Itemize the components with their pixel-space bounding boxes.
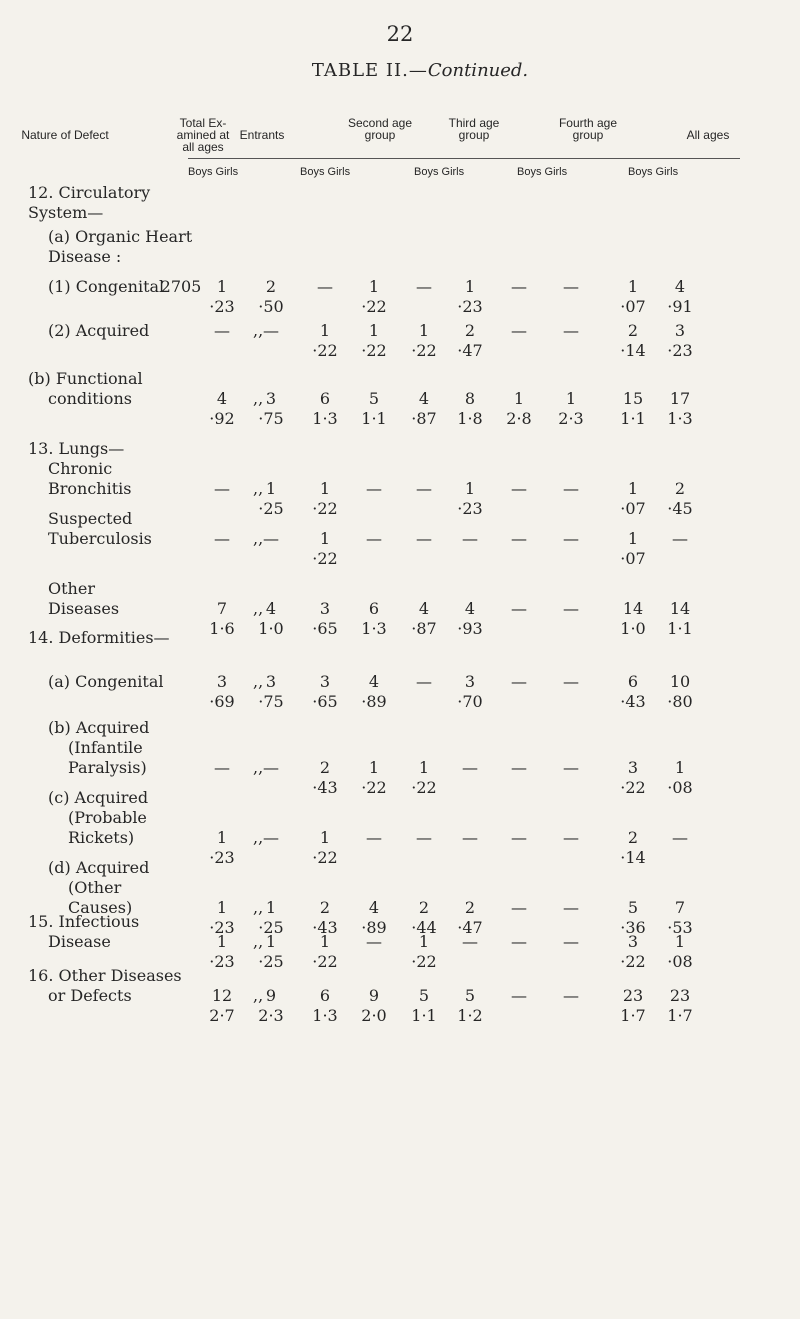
column-header-line: all ages [182, 140, 224, 154]
count-cell: 1 [265, 479, 277, 498]
count-cell: 1 [368, 321, 380, 340]
count-cell: 17 [669, 389, 691, 408]
row-label: (d) Acquired [48, 858, 150, 877]
count-cell: 3 [265, 389, 277, 408]
row-label: (Infantile [68, 738, 143, 757]
percent-cell: ·14 [620, 848, 646, 867]
percent-cell: ·07 [620, 297, 646, 316]
column-header-line: group [458, 128, 490, 142]
count-cell: 1 [464, 277, 476, 296]
count-cell: 1 [319, 529, 331, 548]
count-cell: 4 [464, 599, 476, 618]
percent-cell: ·25 [258, 918, 284, 937]
percent-cell: ·87 [411, 409, 437, 428]
count-cell: 2 [627, 828, 639, 847]
row-label: 16. Other Diseases [28, 966, 182, 985]
count-cell: 5 [464, 986, 476, 1005]
count-cell: — [672, 828, 688, 847]
percent-cell: 1·6 [209, 619, 235, 638]
percent-cell: 1·2 [457, 1006, 483, 1025]
count-cell: — [511, 672, 527, 691]
percent-cell: 2·7 [209, 1006, 235, 1025]
percent-cell: ·75 [258, 409, 284, 428]
count-cell: — [366, 828, 382, 847]
count-cell: 1 [565, 389, 577, 408]
percent-cell: ·07 [620, 499, 646, 518]
count-cell: — [462, 529, 478, 548]
count-cell: — [366, 479, 382, 498]
row-label: Rickets) [68, 828, 135, 847]
percent-cell: ·22 [312, 499, 338, 518]
count-cell: 1 [464, 479, 476, 498]
percent-cell: ·47 [457, 918, 483, 937]
count-cell: 1 [513, 389, 525, 408]
row-label: 12. Circulatory [28, 183, 151, 202]
percent-cell: 2·3 [558, 409, 584, 428]
percent-cell: ·23 [457, 297, 483, 316]
percent-cell: ·22 [411, 778, 437, 797]
column-header-nature [0, 129, 130, 141]
row-label: Suspected [48, 509, 133, 528]
count-cell: 2 [418, 898, 430, 917]
row-label: Chronic [48, 459, 113, 478]
column-header-line: amined at [176, 128, 230, 142]
ditto-mark: ,, [253, 479, 264, 498]
percent-cell: ·22 [620, 952, 646, 971]
subheader-boys-girls: Boys Girls [300, 166, 351, 178]
count-cell: 1 [418, 321, 430, 340]
count-cell: 4 [368, 898, 380, 917]
header-rule [188, 158, 740, 159]
percent-cell: 1·3 [361, 619, 387, 638]
ditto-mark: ,, [253, 932, 264, 951]
percent-cell: 1·1 [620, 409, 646, 428]
row-label: Diseases [48, 599, 120, 618]
percent-cell: ·25 [258, 499, 284, 518]
count-cell: 1 [319, 321, 331, 340]
percent-cell: 2·3 [258, 1006, 284, 1025]
percent-cell: ·22 [411, 952, 437, 971]
count-cell: 2 [674, 479, 686, 498]
count-cell: 4 [368, 672, 380, 691]
count-cell: 15 [622, 389, 644, 408]
percent-cell: ·70 [457, 692, 483, 711]
count-cell: — [511, 828, 527, 847]
count-cell: — [511, 599, 527, 618]
total-examined-value: 2705 [160, 277, 202, 296]
count-cell: 4 [418, 599, 430, 618]
column-header-third [424, 117, 524, 141]
count-cell: — [511, 898, 527, 917]
count-cell: 3 [464, 672, 476, 691]
count-cell: — [672, 529, 688, 548]
percent-cell: ·44 [411, 918, 437, 937]
count-cell: 1 [368, 758, 380, 777]
percent-cell: ·23 [457, 499, 483, 518]
row-label: (a) Organic Heart [48, 227, 193, 246]
ditto-mark: ,, [253, 986, 264, 1005]
percent-cell: ·89 [361, 692, 387, 711]
percent-cell: 1·0 [620, 619, 646, 638]
count-cell: 3 [627, 932, 639, 951]
table-title-continued: Continued. [427, 60, 529, 81]
percent-cell: ·22 [361, 341, 387, 360]
row-label: Tuberculosis [48, 529, 152, 548]
percent-cell: 2·0 [361, 1006, 387, 1025]
count-cell: 1 [368, 277, 380, 296]
column-header-line: Second age [347, 116, 413, 130]
count-cell: 1 [216, 277, 228, 296]
percent-cell: ·69 [209, 692, 235, 711]
column-header-line: group [364, 128, 396, 142]
count-cell: — [563, 986, 579, 1005]
count-cell: — [214, 479, 230, 498]
column-header-all [648, 129, 768, 141]
percent-cell: ·22 [312, 952, 338, 971]
row-label: Disease : [48, 247, 122, 266]
column-header-line: Nature of Defect [21, 128, 109, 142]
count-cell: — [511, 986, 527, 1005]
count-cell: 6 [319, 389, 331, 408]
percent-cell: ·47 [457, 341, 483, 360]
percent-cell: ·22 [361, 778, 387, 797]
percent-cell: ·36 [620, 918, 646, 937]
table-title [0, 60, 800, 81]
row-label: 14. Deformities— [28, 628, 170, 647]
percent-cell: ·80 [667, 692, 693, 711]
percent-cell: ·93 [457, 619, 483, 638]
subheader-boys-girls: Boys Girls [517, 166, 568, 178]
count-cell: 2 [319, 898, 331, 917]
count-cell: 1 [627, 529, 639, 548]
percent-cell: 1·1 [411, 1006, 437, 1025]
count-cell: 23 [622, 986, 644, 1005]
count-cell: 3 [674, 321, 686, 340]
count-cell: 1 [216, 898, 228, 917]
row-label: Bronchitis [48, 479, 132, 498]
count-cell: 1 [319, 828, 331, 847]
count-cell: — [563, 599, 579, 618]
count-cell: 3 [216, 672, 228, 691]
count-cell: — [563, 479, 579, 498]
page-number: 22 [386, 22, 414, 46]
count-cell: 6 [627, 672, 639, 691]
column-header-line: All ages [686, 128, 730, 142]
row-label: (b) Acquired [48, 718, 150, 737]
row-label: (b) Functional [28, 369, 143, 388]
ditto-mark: ,, [253, 758, 264, 777]
percent-cell: ·22 [361, 297, 387, 316]
count-cell: — [366, 932, 382, 951]
count-cell: 1 [674, 758, 686, 777]
ditto-mark: ,, [253, 828, 264, 847]
count-cell: 1 [216, 828, 228, 847]
count-cell: 14 [669, 599, 691, 618]
percent-cell: ·50 [258, 297, 284, 316]
count-cell: 1 [265, 932, 277, 951]
count-cell: — [214, 529, 230, 548]
count-cell: — [563, 277, 579, 296]
percent-cell: ·75 [258, 692, 284, 711]
row-label: (1) Congenital [48, 277, 165, 296]
count-cell: 1 [418, 758, 430, 777]
table-title-main: TABLE [311, 60, 380, 81]
table-title-roman: II.— [385, 60, 428, 81]
percent-cell: ·43 [620, 692, 646, 711]
percent-cell: ·65 [312, 692, 338, 711]
percent-cell: ·14 [620, 341, 646, 360]
row-label: Other [48, 579, 95, 598]
count-cell: 3 [319, 672, 331, 691]
count-cell: — [563, 932, 579, 951]
percent-cell: ·22 [620, 778, 646, 797]
count-cell: 8 [464, 389, 476, 408]
count-cell: — [511, 321, 527, 340]
count-cell: 6 [319, 986, 331, 1005]
subheader-boys-girls: Boys Girls [414, 166, 465, 178]
count-cell: — [317, 277, 333, 296]
count-cell: 2 [464, 321, 476, 340]
percent-cell: ·08 [667, 778, 693, 797]
row-label: System— [28, 203, 104, 222]
count-cell: 1 [418, 932, 430, 951]
count-cell: — [416, 828, 432, 847]
percent-cell: ·23 [209, 952, 235, 971]
percent-cell: ·91 [667, 297, 693, 316]
percent-cell: ·45 [667, 499, 693, 518]
count-cell: — [511, 758, 527, 777]
column-header-line: Entrants [239, 128, 285, 142]
column-header-fourth [536, 117, 640, 141]
percent-cell: ·22 [411, 341, 437, 360]
count-cell: 3 [319, 599, 331, 618]
count-cell: 1 [627, 277, 639, 296]
count-cell: 4 [418, 389, 430, 408]
percent-cell: ·22 [312, 848, 338, 867]
count-cell: 2 [319, 758, 331, 777]
count-cell: — [511, 529, 527, 548]
count-cell: 6 [368, 599, 380, 618]
count-cell: 7 [216, 599, 228, 618]
ditto-mark: ,, [253, 672, 264, 691]
percent-cell: 1·1 [667, 619, 693, 638]
percent-cell: 1·8 [457, 409, 483, 428]
count-cell: — [366, 529, 382, 548]
percent-cell: ·87 [411, 619, 437, 638]
count-cell: — [511, 479, 527, 498]
count-cell: — [416, 672, 432, 691]
count-cell: — [214, 321, 230, 340]
count-cell: 5 [627, 898, 639, 917]
count-cell: — [462, 932, 478, 951]
row-label: 13. Lungs— [28, 439, 125, 458]
ditto-mark: ,, [253, 389, 264, 408]
percent-cell: ·22 [312, 549, 338, 568]
row-label: (a) Congenital [48, 672, 164, 691]
count-cell: 23 [669, 986, 691, 1005]
column-header-line: group [572, 128, 604, 142]
count-cell: 1 [265, 898, 277, 917]
count-cell: 7 [674, 898, 686, 917]
column-header-second [330, 117, 430, 141]
percent-cell: ·53 [667, 918, 693, 937]
count-cell: — [462, 828, 478, 847]
percent-cell: ·07 [620, 549, 646, 568]
percent-cell: 1·7 [620, 1006, 646, 1025]
row-label: conditions [48, 389, 132, 408]
count-cell: — [416, 479, 432, 498]
row-label: Paralysis) [68, 758, 147, 777]
count-cell: — [563, 672, 579, 691]
count-cell: 1 [627, 479, 639, 498]
percent-cell: ·43 [312, 778, 338, 797]
percent-cell: ·23 [209, 918, 235, 937]
count-cell: 14 [622, 599, 644, 618]
count-cell: — [416, 529, 432, 548]
column-header-line: Fourth age [558, 116, 618, 130]
ditto-mark: ,, [253, 599, 264, 618]
percent-cell: 1·3 [667, 409, 693, 428]
count-cell: — [214, 758, 230, 777]
column-header-line: Third age [448, 116, 500, 130]
row-label: Causes) [68, 898, 133, 917]
count-cell: 2 [265, 277, 277, 296]
count-cell: 5 [368, 389, 380, 408]
subheader-boys-girls: Boys Girls [628, 166, 679, 178]
count-cell: 2 [464, 898, 476, 917]
count-cell: — [263, 529, 279, 548]
count-cell: 1 [674, 932, 686, 951]
percent-cell: 1·3 [312, 1006, 338, 1025]
count-cell: — [462, 758, 478, 777]
percent-cell: ·43 [312, 918, 338, 937]
count-cell: 2 [627, 321, 639, 340]
percent-cell: ·89 [361, 918, 387, 937]
count-cell: 9 [265, 986, 277, 1005]
count-cell: 3 [265, 672, 277, 691]
ditto-mark: ,, [253, 898, 264, 917]
percent-cell: 1·0 [258, 619, 284, 638]
percent-cell: 2·8 [506, 409, 532, 428]
count-cell: — [511, 277, 527, 296]
count-cell: — [263, 758, 279, 777]
count-cell: 10 [669, 672, 691, 691]
row-label: (2) Acquired [48, 321, 150, 340]
percent-cell: ·92 [209, 409, 235, 428]
percent-cell: 1·7 [667, 1006, 693, 1025]
count-cell: — [563, 828, 579, 847]
percent-cell: ·23 [209, 848, 235, 867]
percent-cell: ·65 [312, 619, 338, 638]
percent-cell: 1·3 [312, 409, 338, 428]
count-cell: — [416, 277, 432, 296]
percent-cell: 1·1 [361, 409, 387, 428]
percent-cell: ·23 [209, 297, 235, 316]
row-label: or Defects [48, 986, 132, 1005]
count-cell: 1 [319, 479, 331, 498]
count-cell: 1 [216, 932, 228, 951]
count-cell: — [511, 932, 527, 951]
count-cell: — [563, 529, 579, 548]
row-label: Disease [48, 932, 111, 951]
row-label: (c) Acquired [48, 788, 149, 807]
subheader-boys-girls: Boys Girls [188, 166, 239, 178]
count-cell: 4 [216, 389, 228, 408]
count-cell: — [263, 321, 279, 340]
count-cell: 3 [627, 758, 639, 777]
count-cell: 12 [211, 986, 233, 1005]
percent-cell: ·22 [312, 341, 338, 360]
column-header-entrants [222, 129, 302, 141]
count-cell: 4 [265, 599, 277, 618]
count-cell: 5 [418, 986, 430, 1005]
count-cell: 9 [368, 986, 380, 1005]
row-label: (Probable [68, 808, 147, 827]
percent-cell: ·25 [258, 952, 284, 971]
count-cell: 4 [674, 277, 686, 296]
column-header-line: Total Ex- [179, 116, 227, 130]
percent-cell: ·08 [667, 952, 693, 971]
percent-cell: ·23 [667, 341, 693, 360]
row-label: (Other [68, 878, 122, 897]
ditto-mark: ,, [253, 529, 264, 548]
ditto-mark: ,, [253, 321, 264, 340]
count-cell: — [263, 828, 279, 847]
count-cell: — [563, 758, 579, 777]
count-cell: — [563, 321, 579, 340]
count-cell: — [563, 898, 579, 917]
count-cell: 1 [319, 932, 331, 951]
row-label: 15. Infectious [28, 912, 140, 931]
